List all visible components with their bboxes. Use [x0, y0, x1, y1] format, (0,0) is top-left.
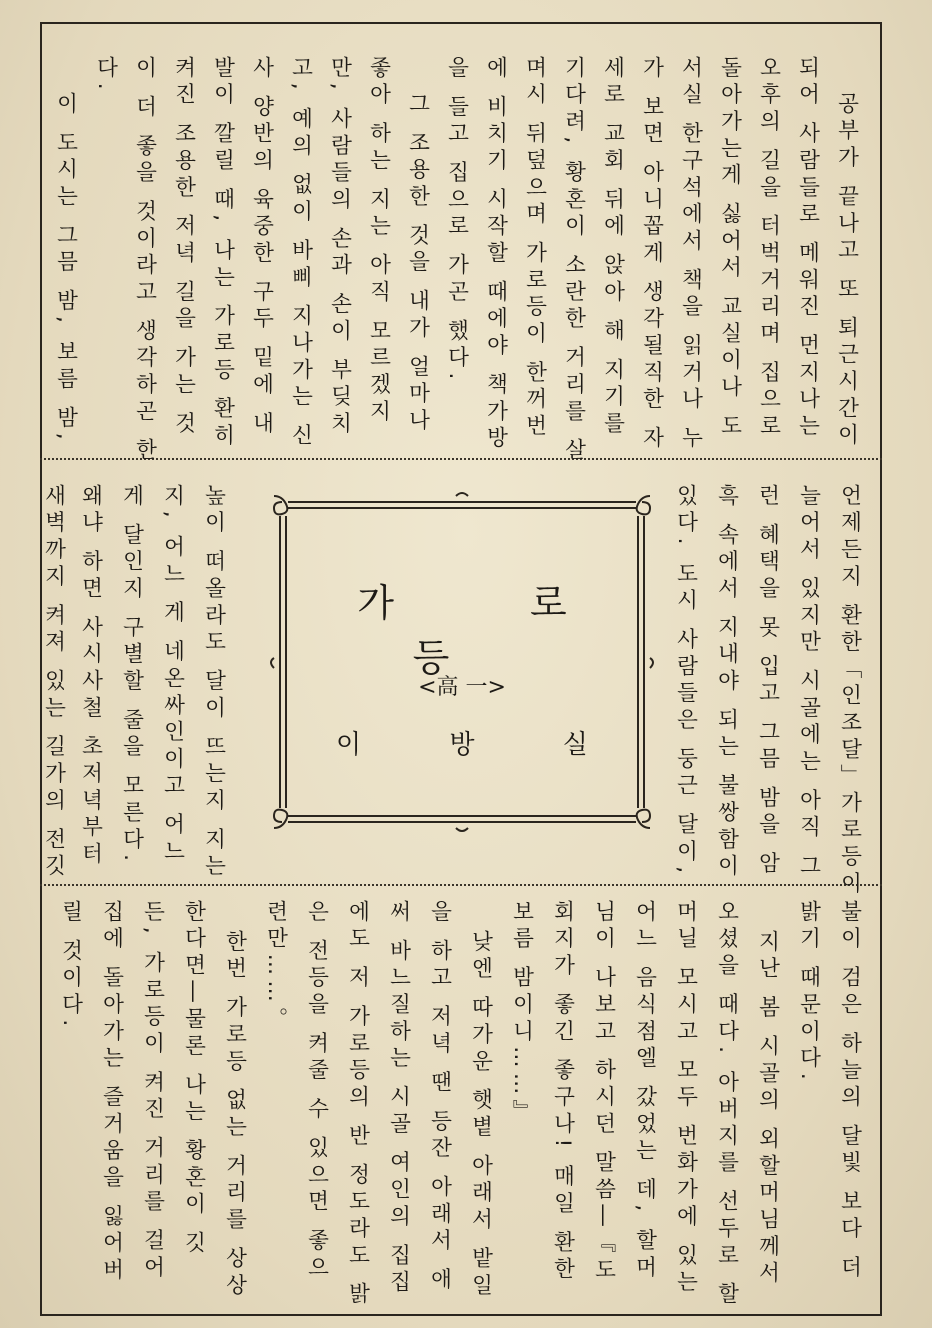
text-column: 가 보면 아니꼽게 생각될직한 자: [639, 56, 664, 453]
text-column: 만, 사람들의 손과 손이 부딪치: [327, 56, 352, 439]
text-column: 밝기 때문이다.: [796, 900, 821, 1086]
title-box: [266, 488, 658, 836]
author-name: 이 방 실: [336, 730, 628, 760]
text-column: 이 더 좋을 것이라고 생각하곤 한: [132, 56, 157, 466]
text-column: 공부가 끝나고 또 퇴근시간이: [834, 92, 859, 451]
text-column: 에도 저 가로등의 반 정도라도 밝: [345, 900, 370, 1310]
text-column: 련만……。: [263, 900, 288, 1034]
text-column: 회지가 좋긴 좋구나! 매일 환한: [550, 900, 575, 1285]
text-column: 높이 떠올라도 달이 뜨는지 지는: [201, 484, 226, 881]
text-column: 며시 뒤덮으며 가로등이 한꺼번: [522, 56, 547, 441]
text-column: 지난 봄 시골의 외할머님께서: [755, 930, 780, 1289]
text-column: 다.: [93, 56, 118, 95]
text-column: 새벽까지 켜져 있는 길가의 전깃: [41, 484, 66, 881]
text-column: 사 양반의 육중한 구두 밑에 내: [249, 56, 274, 439]
text-column: 에 비치기 시작할 때에야 책가방: [483, 56, 508, 453]
text-column: 어느 음식점엘 갔었는 데, 할머: [632, 900, 657, 1283]
text-column: 낮엔 따가운 햇볕 아래서 밭일: [468, 930, 493, 1301]
text-column: 돌아가는게 싫어서 교실이나 도: [717, 56, 742, 441]
text-column: 불이 검은 하늘의 달빛 보다 더: [837, 900, 862, 1283]
text-column: 런 혜택을 못 입고 그믐 밤을 암: [755, 484, 780, 879]
text-column: 님이 나보고 하시던 말씀―『도: [591, 900, 616, 1285]
section-divider-1: [40, 458, 882, 460]
text-column: 오후의 길을 터벅거리며 집으로: [756, 56, 781, 441]
text-column: 왜냐 하면 사시사철 초저녁부터: [78, 484, 103, 869]
text-column: 릴 것이다.: [58, 900, 83, 1032]
text-column: 든, 가로등이 켜진 거리를 걸어: [140, 900, 165, 1283]
grade-label: <高 一>: [418, 675, 506, 700]
text-column: 발이 깔릴 때, 나는 가로등 환히: [210, 56, 235, 451]
text-column: 있다. 도시 사람들은 둥근 달이,: [673, 484, 698, 879]
text-column: 한번 가로등 없는 거리를 상상: [222, 930, 247, 1301]
text-column: 집에 돌아가는 즐거움을 잃어버: [99, 900, 124, 1285]
text-column: 이 도시는 그믐 밤, 보름 밤,: [53, 92, 78, 445]
text-column: 써 바느질하는 시골 여인의 집집: [386, 900, 411, 1297]
text-column: 고, 예의 없이 바삐 지나가는 신: [288, 56, 313, 451]
text-column: 은 전등을 켜줄 수 있으면 좋으: [304, 900, 329, 1283]
text-column: 한다면―물론 나는 황혼이 깃: [181, 900, 206, 1259]
text-column: 오셨을 때다. 아버지를 선두로 할: [714, 900, 739, 1310]
text-column: 켜진 조용한 저녁 길을 가는 것: [171, 56, 196, 439]
story-title: 가 로 등: [357, 581, 629, 680]
text-column: 머닐 모시고 모두 번화가에 있는: [673, 900, 698, 1297]
text-column: 흑 속에서 지내야 되는 불쌍함이: [714, 484, 739, 881]
text-column: 세로 교회 뒤에 앉아 해 지기를: [600, 56, 625, 439]
text-column: 보름 밤이니……』: [509, 900, 534, 1127]
text-column: 을 하고 저녁 땐 등잔 아래서 애: [427, 900, 452, 1295]
text-column: 좋아 하는 지는 아직 모르겠지: [366, 56, 391, 427]
text-column: 언제든지 환한「인조달」가로등이: [837, 484, 862, 899]
section-divider-2: [40, 884, 882, 886]
text-column: 을 들고 집으로 가곤 했다.: [444, 56, 469, 385]
text-column: 서실 한구석에서 책을 읽거나 누: [678, 56, 703, 453]
text-column: 되어 사람들로 메워진 먼지나는: [795, 56, 820, 441]
text-column: 기다려, 황혼이 소란한 거리를 살: [561, 56, 586, 466]
text-column: 늘어서 있지만 시골에는 아직 그: [796, 484, 821, 881]
text-column: 지, 어느 게 네온싸인이고 어느: [160, 484, 185, 867]
text-column: 그 조용한 것을 내가 얼마나: [405, 92, 430, 436]
text-column: 게 달인지 구별할 줄을 모른다.: [119, 484, 144, 867]
